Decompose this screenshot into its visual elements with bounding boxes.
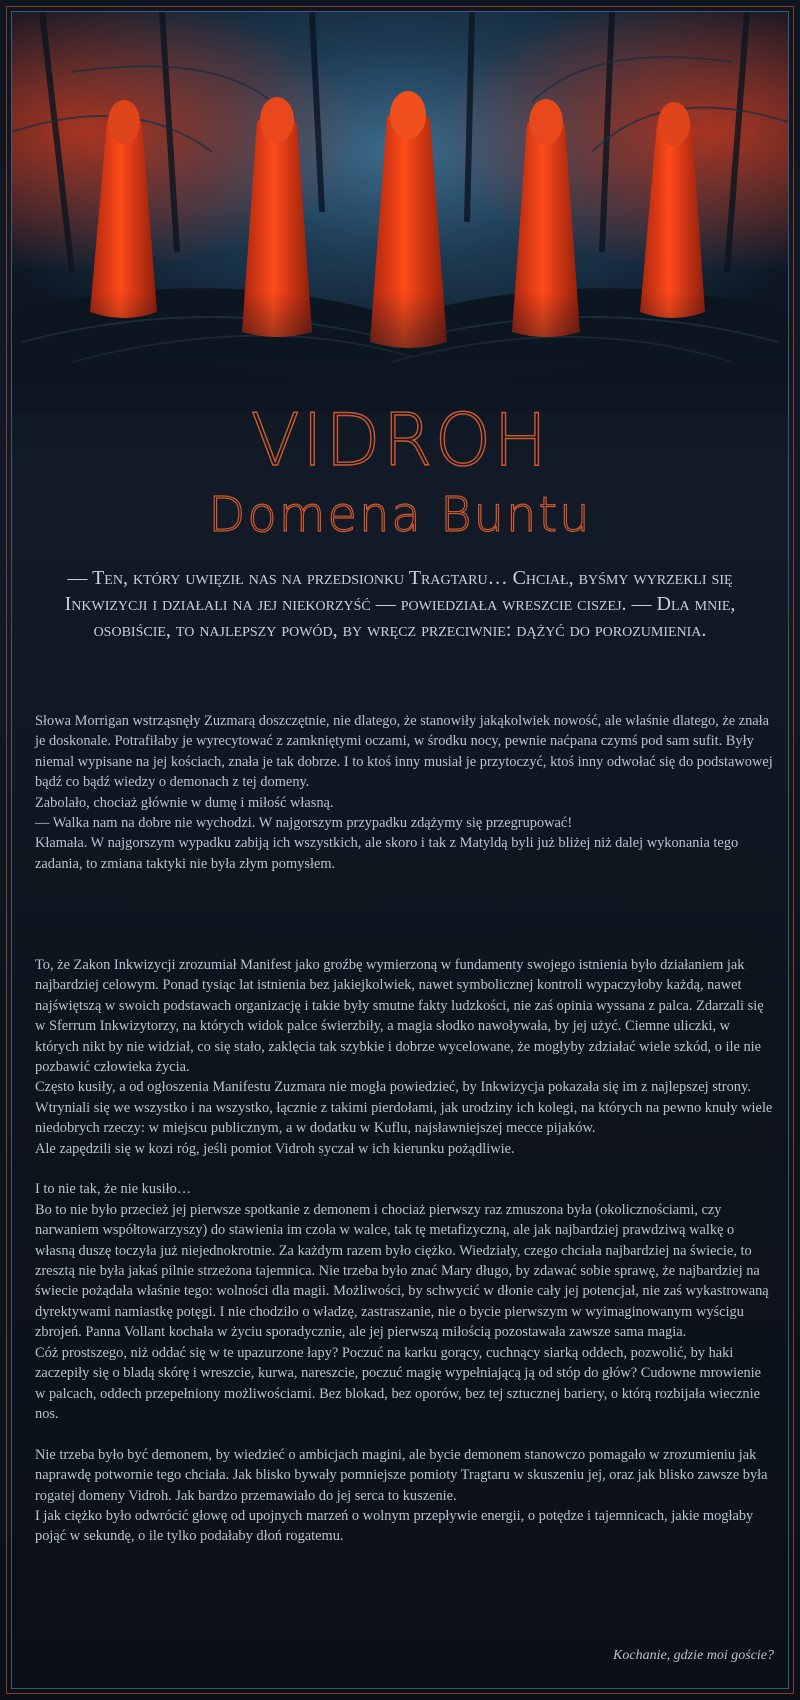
- title-block: [0, 400, 800, 542]
- paragraph: — Walka nam na dobre nie wychodzi. W najgorszym przypadku zdążymy się przegrupować!: [35, 815, 573, 832]
- paragraph: Bo to nie było przecież jej pierwsze spotkanie z demonem i chociaż pierwszy raz zmuszona była (okolicznościami, czy narwaniem współtowarzyszy) do stawienia im czoła w walce, tak tę metafizyczną, ale jak najbardziej prawdziwą walkę o własną duszę toczyła już niejednokrotnie. Za każdym razem było ciężko. Wiedziały, czego chciała najbardziej na świecie, to zresztą nie była jakaś pilnie strzeżona tajemnica. Nie trzeba było znać Mary długo, by zdawać sobie sprawę, że najbardziej na świecie pożądała właśnie tego: wolności dla magii. Możliwości, by schwycić w dłonie cały jej potencjał, nie zaś wykastrowaną dyrektywami namiastkę potęgi. I nie chodziło o władzę, zastraszanie, nie o bycie pierwszym w wyimaginowanym wyścigu zbrojeń. Panna Vollant kochała w życiu sporadycznie, ale jej pierwszą miłością pozostawała zawsze sama magia.: [35, 1201, 769, 1341]
- paragraph: Słowa Morrigan wstrząsnęły Zuzmarą doszczętnie, nie dlatego, że stanowiły jakąkolwiek nowość, ale właśnie dlatego, że znała je doskonale. Potrafiłaby je wyrecytować z zamkniętymi oczami, w środku nocy, pewnie naćpana czymś pod sam sufit. Były niemal wypisane na jej kościach, znała je tak dobrze. I to ktoś inny musiał je przytoczyć, ktoś inny odwołać się do podstawowej bądź co bądź wiedzy o demonach z tej domeny.: [35, 713, 773, 791]
- hooded-figures-image: [12, 12, 788, 412]
- paragraph: To, że Zakon Inkwizycji zrozumiał Manifest jako groźbę wymierzoną w fundamenty swojego istnienia było działaniem jak najbardziej celowym. Ponad tysiąc lat istnienia bez jakiejkolwiek, nawet symbolicznej kontroli wypaczyłoby każdą, nawet najświętszą w swoich podstawach organizację i takie były smutne fakty ludzkości, nie zaś opinia wyssana z palca. Zdarzali się w Sferrum Inkwizytorzy, na których widok palce świerzbiły, a magia słodko nawoływała, by jej użyć. Ciemne uliczki, w których nikt by nie widział, co się stało, zaklęcia tak szybkie i dobrze wycelowane, że mogłyby zdziałać wiele szkód, o ile nie pozbawić człowieka życia.: [35, 957, 764, 1076]
- text-block-2: [35, 955, 775, 1547]
- page-title: VIDROH: [250, 398, 550, 482]
- page-subtitle: Domena Buntu: [208, 487, 592, 543]
- opening-quote: — Ten, który uwięził nas na przedsionku Tragtaru… Chciał, byśmy wyrzekli się Inkwizycji i działali na jej niekorzyść — powiedziała wreszcie ciszej. — Dla mnie, osobiście, to najlepszy powód, by wręcz przeciwnie: dążyć do porozumienia.: [64, 567, 736, 641]
- paragraph: Kłamała. W najgorszym wypadku zabiją ich wszystkich, ale skoro i tak z Matyldą byli już bliżej niż dalej wykonania tego zadania, to zmiana taktyki nie była złym pomysłem.: [35, 835, 739, 872]
- paragraph: Ale zapędzili się w kozi róg, jeśli pomiot Vidroh syczał w ich kierunku pożądliwie.: [35, 1140, 515, 1157]
- paragraph: I jak ciężko było odwrócić głowę od upojnych marzeń o wolnym przepływie energii, o potędze i tajemnicach, jakie mogłaby pojąć w sekundę, o ile tylko podałaby dłoń rogatemu.: [35, 1507, 754, 1545]
- paragraph: Cóż prostszego, niż oddać się w te upazurzone łapy? Poczuć na karku gorący, cuchnący siarką oddech, pozwolić, by haki zaczepiły się o bladą skórę i wreszcie, kurwa, nareszcie, poczuć magię wypełniającą ją od stóp do głów? Cudowne mrowienie w palcach, oddech przepełniony możliwościami. Bez blokad, bez oporów, bez tej sztucznej bariery, o którą rozbijała wiecznie nos.: [35, 1344, 762, 1422]
- text-block-1: [35, 711, 775, 874]
- paragraph: I to nie tak, że nie kusiło…: [35, 1181, 192, 1198]
- paragraph: Często kusiły, a od ogłoszenia Manifestu Zuzmara nie mogła powiedzieć, by Inkwizycja pokazała się im z najlepszej strony. Wtryniali się we wszystko i na wszystko, łącznie z takimi pierdołami, jak urodziny ich kolegi, na których na pewno knuły wiele niedobrych rzeczy: w miejscu publicznym, a w dodatku w Kuflu, najsławniejszej mecce pijaków.: [35, 1079, 773, 1137]
- signature-line: Kochanie, gdzie moi goście?: [613, 1648, 774, 1663]
- hero-illustration: [12, 12, 788, 412]
- paragraph: Nie trzeba było być demonem, by wiedzieć o ambicjach magini, ale bycie demonem stanowczo pomagało w zrozumieniu jak naprawdę potwornie tego chciała. Jak blisko bywały pomniejsze pomioty Tragtaru w skuszeniu jej, oraz jak blisko zawsze była rogatej domeny Vidroh. Jak bardzo przemawiało do jej serca to kuszenie.: [35, 1446, 768, 1504]
- paragraph: Zabolało, chociaż głównie w dumę i miłość własną.: [35, 794, 334, 811]
